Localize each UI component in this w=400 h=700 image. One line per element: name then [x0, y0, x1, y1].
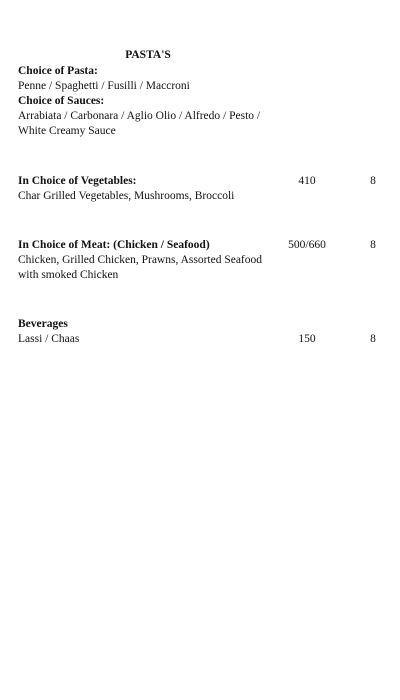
- item-description: Chicken, Grilled Chicken, Prawns, Assorted Seafood: [18, 254, 263, 266]
- item-quantity: 8: [370, 175, 376, 187]
- item-name: In Choice of Meat: (Chicken / Seafood): [18, 239, 210, 251]
- item-quantity: 8: [370, 333, 376, 345]
- pasta-heading: Choice of Pasta:: [18, 65, 98, 77]
- item-price: 150: [298, 333, 316, 345]
- pasta-choices: [18, 64, 288, 139]
- menu-item-beverages: [18, 317, 288, 347]
- item-description: Char Grilled Vegetables, Mushrooms, Broccoli: [18, 190, 235, 202]
- sauce-options-line2: White Creamy Sauce: [18, 125, 116, 137]
- item-quantity: 8: [370, 239, 376, 251]
- item-price: 410: [298, 175, 316, 187]
- item-price: 500/660: [288, 239, 326, 251]
- item-description: Lassi / Chaas: [18, 333, 80, 345]
- menu-item-meat: [18, 238, 288, 283]
- item-name: Beverages: [18, 318, 68, 330]
- sauce-options-line1: Arrabiata / Carbonara / Aglio Olio / Alfredo / Pesto /: [18, 110, 261, 122]
- section-title: PASTA'S: [125, 49, 171, 61]
- item-name: In Choice of Vegetables:: [18, 175, 137, 187]
- pasta-options: Penne / Spaghetti / Fusilli / Maccroni: [18, 80, 190, 92]
- item-description-cont: with smoked Chicken: [18, 269, 119, 281]
- sauce-heading: Choice of Sauces:: [18, 95, 105, 107]
- menu-item-vegetables: [18, 174, 288, 204]
